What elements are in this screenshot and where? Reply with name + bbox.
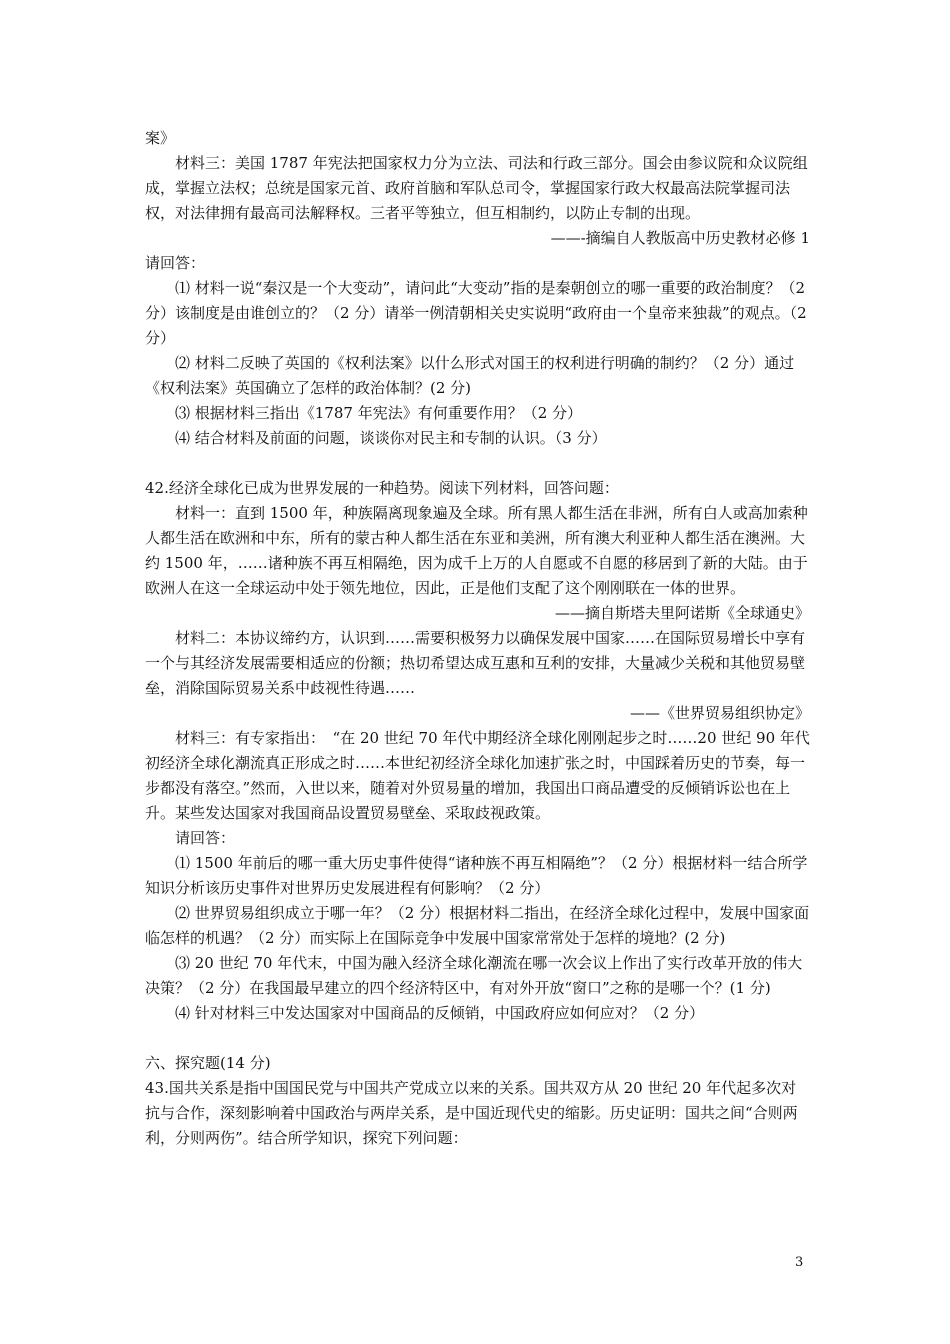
- question-item: ⑴ 材料一说“秦汉是一个大变动”，请问此“大变动”指的是秦朝创立的哪一重要的政治制度？（2 分）该制度是由谁创立的？（2 分）请举一例清朝相关史实说明“政府由一个皇帝来独裁”的观点。（2 分）: [145, 279, 807, 347]
- question-heading: 42.经济全球化已成为世界发展的一种趋势。阅读下列材料，回答问题：: [145, 479, 619, 497]
- material-two-paragraph: 材料二：本协议缔约方，认识到……需要积极努力以确保发展中国家……在国际贸易增长中享有一个与其经济发展需要相适应的份额；热切希望达成互惠和互利的安排，大量减少关税和其他贸易壁垒，消除国际贸易关系中歧视性待遇……: [145, 629, 806, 697]
- material-three-paragraph: 材料三：有专家指出： “在 20 世纪 70 年代中期经济全球化刚刚起步之时……20 世纪 90 年代初经济全球化潮流真正形成之时……本世纪初经济全球化加速扩张之时，中国踩着历史的节奏，每一步都没有落空。”然而，入世以来，随着对外贸易量的增加，我国出口商品遭受的反倾销诉讼也在上升。某些发达国家对我国商品设置贸易壁垒、采取歧视政策。: [145, 729, 810, 822]
- question-item: ⑷ 结合材料及前面的问题，谈谈你对民主和专制的认识。（3 分）: [175, 429, 607, 447]
- question-heading: 43.国共关系是指中国国民党与中国共产党成立以来的关系。国共双方从 20 世纪 20 年代起多次对抗与合作，深刻影响着中国政治与两岸关系，是中国近现代史的缩影。历史证明：国共之间“合则两利，分则两伤”。结合所学知识，探究下列问题：: [145, 1079, 798, 1147]
- question-item: ⑵ 材料二反映了英国的《权利法案》以什么形式对国王的权利进行明确的制约？（2 分）通过《权利法案》英国确立了怎样的政治体制？(2 分): [145, 354, 795, 397]
- question-item: ⑵ 世界贸易组织成立于哪一年？（2 分）根据材料二指出，在经济全球化过程中，发展中国家面临怎样的机遇？（2 分）而实际上在国际竞争中发展中国家常常处于怎样的境地？(2 分): [145, 904, 810, 947]
- section-heading: 六、探究题(14 分): [145, 1054, 271, 1072]
- question-item: ⑶ 根据材料三指出《1787 年宪法》有何重要作用？（2 分）: [175, 404, 583, 422]
- question-item: ⑶ 20 世纪 70 年代末，中国为融入经济全球化潮流在哪一次会议上作出了实行改革开放的伟大决策？（2 分）在我国最早建立的四个经济特区中，有对外开放“窗口”之称的是哪一个？(1 分): [145, 954, 803, 997]
- question-item: ⑷ 针对材料三中发达国家对中国商品的反倾销，中国政府应如何应对？（2 分）: [175, 1004, 705, 1022]
- source-citation: ——-摘编自人教版高中历史教材必修 1: [550, 229, 810, 247]
- spacer: [145, 1026, 810, 1051]
- material-three-paragraph: 材料三：美国 1787 年宪法把国家权力分为立法、司法和行政三部分。国会由参议院和众议院组成，掌握立法权；总统是国家元首、政府首脑和军队总司令，掌握国家行政大权最高法院掌握司法权，对法律拥有最高司法解释权。三者平等独立，但互相制约，以防止专制的出现。: [145, 154, 808, 222]
- document-body: [145, 126, 810, 1151]
- source-citation: ——《世界贸易组织协定》: [629, 704, 810, 722]
- page-number: 3: [795, 1255, 804, 1270]
- spacer: [145, 451, 810, 476]
- source-citation: ——摘自斯塔夫里阿诺斯《全球通史》: [554, 604, 810, 622]
- question-item: ⑴ 1500 年前后的哪一重大历史事件使得“诸种族不再互相隔绝”？（2 分）根据材料一结合所学知识分析该历史事件对世界历史发展进程有何影响？（2 分）: [145, 854, 808, 897]
- material-one-paragraph: 材料一：直到 1500 年，种族隔离现象遍及全球。所有黑人都生活在非洲，所有白人或高加索种人都生活在欧洲和中东，所有的蒙古种人都生活在东亚和美洲，所有澳大利亚种人都生活在澳洲。大约 1500 年，……诸种族不再互相隔绝，因为成千上万的人自愿或不自愿的移居到了新的大陆。由于欧洲人在这一全球运动中处于领先地位，因此，正是他们支配了这个刚刚联在一体的世界。: [145, 504, 808, 597]
- text-line: 案》: [145, 129, 176, 147]
- prompt-label: 请回答：: [175, 829, 236, 847]
- prompt-label: 请回答：: [145, 254, 206, 272]
